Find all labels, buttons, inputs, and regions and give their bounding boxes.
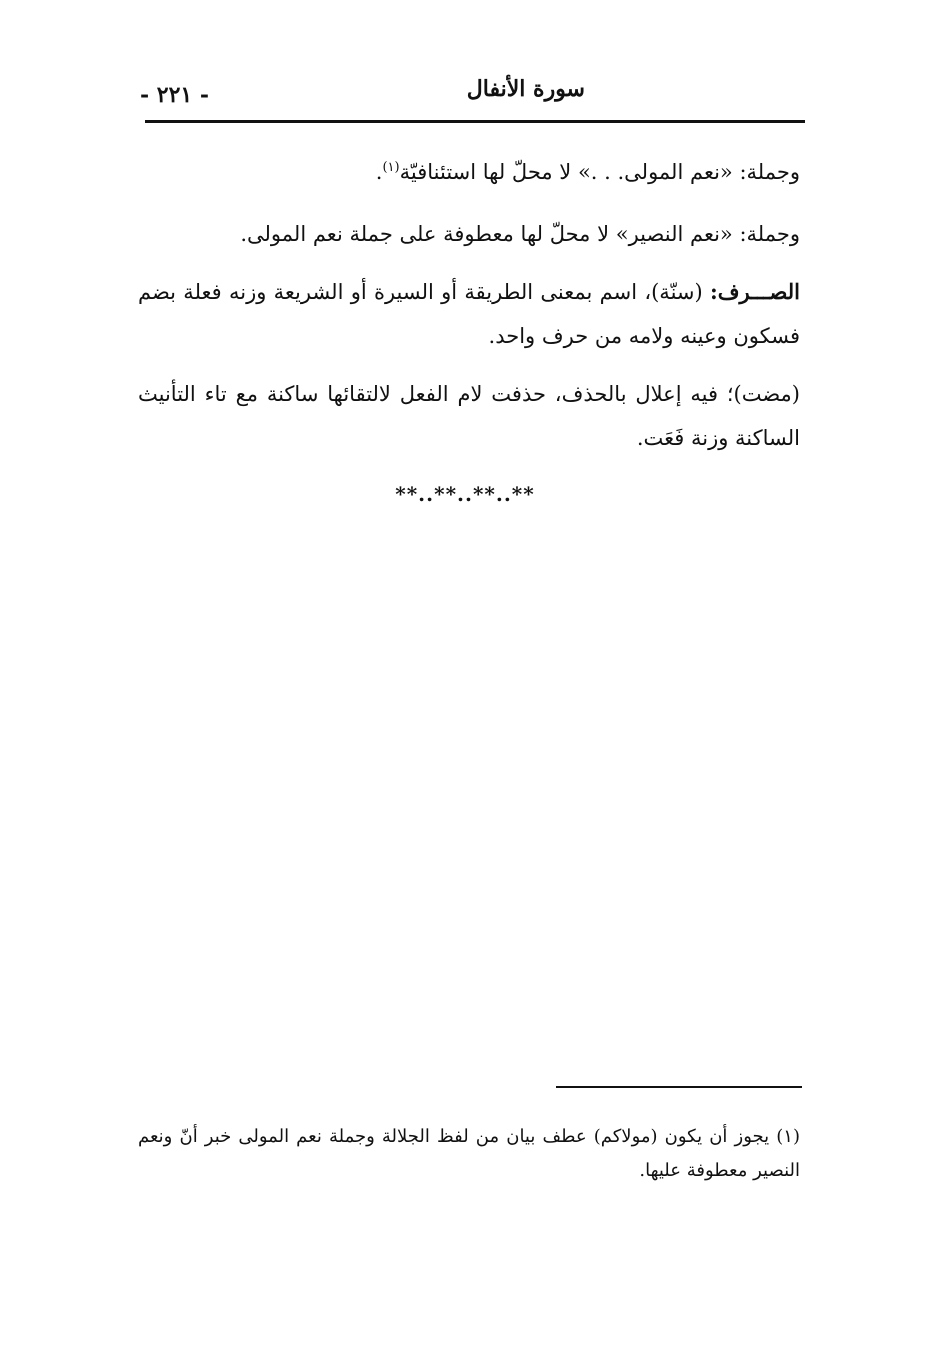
paragraph-4 (138, 372, 800, 460)
paragraph-1-text: وجملة: «نعم المولى. . .» لا محلّ لها استئنافيّة (399, 160, 800, 184)
section-term-sarf: الصـــرف: (709, 279, 800, 304)
paragraph-3 (138, 270, 800, 358)
footnote-text: (١) يجوز أن يكون (مولاكم) عطف بيان من لفظ الجلالة وجملة نعم المولى خبر أنّ ونعم النصير معطوفة عليها. (138, 1126, 800, 1181)
main-text (138, 150, 800, 474)
section-divider: **..**..**..** (395, 482, 535, 506)
footnote-reference: (١) (382, 160, 400, 175)
page-title: سورة الأنفال (466, 76, 585, 102)
paragraph-2-text: وجملة: «نعم النصير» لا محلّ لها معطوفة على جملة نعم المولى. (240, 222, 800, 246)
header-rule (145, 120, 805, 123)
page-header (140, 72, 805, 122)
paragraph-1-tail: . (375, 160, 383, 184)
paragraph-2 (138, 212, 800, 256)
paragraph-3-text: (سنّة)، اسم بمعنى الطريقة أو السيرة أو الشريعة وزنه فعلة بضم فسكون وعينه ولامه من حرف واحد. (138, 280, 800, 348)
footnote (138, 1120, 800, 1188)
page-number: - ٢٢١ - (140, 82, 210, 108)
footnote-rule (556, 1086, 802, 1088)
paragraph-1 (138, 150, 800, 194)
paragraph-4-text: (مضت)؛ فيه إعلال بالحذف، حذفت لام الفعل لالتقائها ساكنة مع تاء التأنيث الساكنة وزنة فَعَت. (138, 382, 800, 450)
